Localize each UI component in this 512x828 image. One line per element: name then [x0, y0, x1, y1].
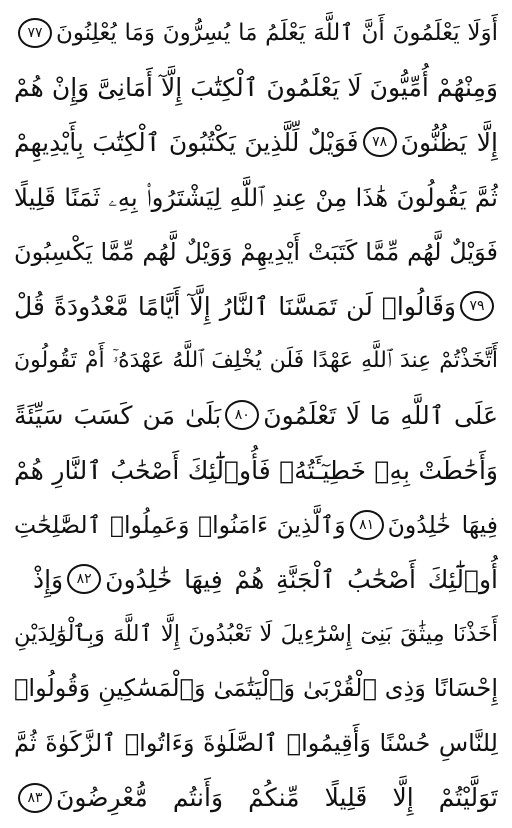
verse-line: [14, 334, 498, 389]
verse-text: وَإِذْ: [32, 564, 64, 594]
verse-line: [14, 61, 498, 116]
verse-text: فِيهَا خَٰلِدُونَ: [387, 510, 498, 539]
verse-text: وَأَحَٰطَتْ بِهِۦ خَطِيٓـَٔتُهُۥ فَأُو۟لَٰٓئِكَ أَصْحَٰبُ ٱلنَّارِ هُمْ: [14, 455, 498, 485]
verse-line: [14, 388, 498, 443]
verse-text: ثُمَّ يَقُولُونَ هَٰذَا مِنْ عِندِ ٱللَّهِ لِيَشْتَرُوا۟ بِهِۦ ثَمَنًا قَلِيلًا: [14, 182, 498, 212]
verse-text: أَوَلَا يَعْلَمُونَ أَنَّ ٱللَّهَ يَعْلَمُ مَا يُسِرُّونَ وَمَا يُعْلِنُونَ: [56, 20, 498, 47]
verse-text: وَمِنْهُمْ أُمِّيُّونَ لَا يَعْلَمُونَ ٱلْكِتَٰبَ إِلَّآ أَمَانِىَّ وَإِنْ هُمْ: [14, 73, 498, 103]
verse-line: [14, 443, 498, 498]
ayah-number-marker: ٧٩: [460, 291, 494, 321]
ayah-number-marker: ٧٨: [363, 127, 397, 157]
verse-line: [14, 497, 498, 552]
verse-text: وَٱلَّذِينَ ءَامَنُوا۟ وَعَمِلُوا۟ ٱلصَّٰلِحَٰتِ: [14, 510, 346, 539]
verse-text: إِحْسَانًا وَذِى ٱلْقُرْبَىٰ وَٱلْيَتَٰمَىٰ وَٱلْمَسَٰكِينِ وَقُولُوا۟: [14, 674, 498, 703]
verse-line: [14, 6, 498, 61]
verse-line: [14, 552, 498, 607]
verse-text: وَقَالُوا۟ لَن تَمَسَّنَا ٱلنَّارُ إِلَّآ أَيَّامًا مَّعْدُودَةً قُلْ: [14, 291, 456, 321]
verse-line: [14, 224, 498, 279]
ayah-number-marker: ٨٢: [67, 564, 101, 594]
verse-line: [14, 716, 498, 771]
verse-line: [14, 661, 498, 716]
verse-line: [14, 115, 498, 170]
verse-text: أُو۟لَٰٓئِكَ أَصْحَٰبُ ٱلْجَنَّةِ هُمْ فِيهَا خَٰلِدُونَ: [105, 564, 498, 594]
ayah-number-marker: ٨٠: [225, 400, 259, 430]
verse-text: لِلنَّاسِ حُسْنًا وَأَقِيمُوا۟ ٱلصَّلَوٰةَ وَءَاتُوا۟ ٱلزَّكَوٰةَ ثُمَّ: [14, 729, 498, 758]
verse-text: بَلَىٰ مَن كَسَبَ سَيِّئَةً: [14, 400, 222, 430]
verse-text: إِلَّا يَظُنُّونَ: [400, 127, 498, 157]
verse-text: فَوَيْلٌ لَّهُم مِّمَّا كَتَبَتْ أَيْدِيهِمْ وَوَيْلٌ لَّهُم مِّمَّا يَكْسِبُونَ: [14, 237, 498, 266]
verse-text: أَخَذْنَا مِيثَٰقَ بَنِىٓ إِسْرَٰٓءِيلَ لَا تَعْبُدُونَ إِلَّا ٱللَّهَ وَبِٱلْوَٰلِدَيْنِ: [14, 620, 498, 647]
verse-line: [14, 170, 498, 225]
verse-line: [14, 279, 498, 334]
ayah-number-marker: ٨٣: [18, 783, 52, 813]
ayah-number-marker: ٧٧: [18, 18, 52, 48]
ayah-number-marker: ٨١: [350, 510, 384, 540]
verse-text: عَلَى ٱللَّهِ مَا لَا تَعْلَمُونَ: [263, 400, 498, 430]
verse-line: [14, 770, 498, 825]
verse-text: فَوَيْلٌ لِّلَّذِينَ يَكْتُبُونَ ٱلْكِتَٰبَ بِأَيْدِيهِمْ: [14, 127, 359, 157]
verse-text: تَوَلَّيْتُمْ إِلَّا قَلِيلًا مِّنكُمْ وَأَنتُم مُّعْرِضُونَ: [56, 783, 498, 813]
verse-line: [14, 607, 498, 662]
verse-text: أَتَّخَذْتُمْ عِندَ ٱللَّهِ عَهْدًا فَلَن يُخْلِفَ ٱللَّهُ عَهْدَهُۥٓ أَمْ تَقُولُونَ: [14, 348, 498, 374]
